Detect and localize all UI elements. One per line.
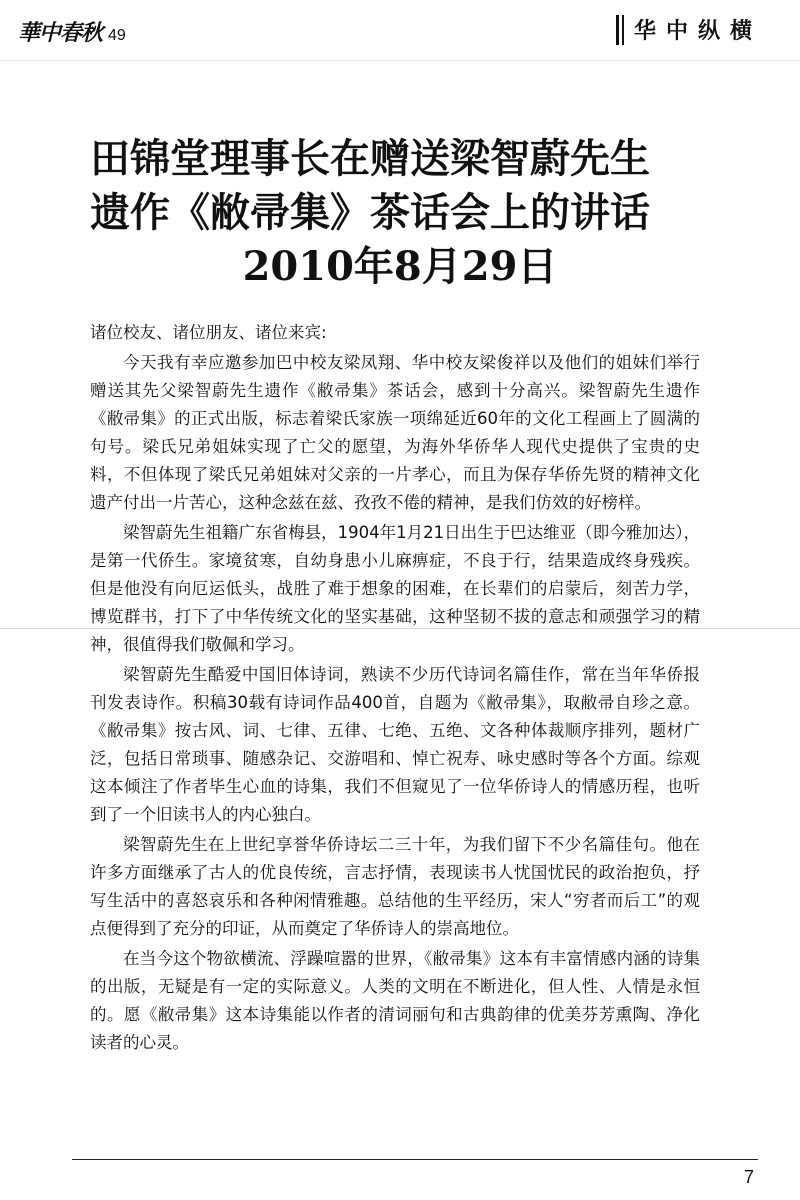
article-title [40, 132, 760, 294]
section-name: 华中纵横 [633, 19, 762, 44]
paragraph-1: 今天我有幸应邀参加巴中校友梁凤翔、华中校友梁俊祥以及他们的姐妹们举行赠送其先父梁智蔚先生遗作《敝帚集》茶话会，感到十分高兴。梁智蔚先生遗作《敝帚集》的正式出版，标志着梁氏家族一项绵延近60年的文化工程画上了圆满的句号。梁氏兄弟姐妹实现了亡父的愿望，为海外华侨华人现代史提供了宝贵的史料，不但体现了梁氏兄弟姐妹对父亲的一片孝心，而且为保存华侨先贤的精神文化遗产付出一片苦心，这种念兹在兹、孜孜不倦的精神，是我们仿效的好榜样。 [90, 353, 700, 512]
running-header-right [616, 14, 762, 45]
journal-name: 華中春秋 [18, 20, 103, 46]
title-line-2: 遗作《敝帚集》茶话会上的讲话 [90, 189, 650, 236]
header-divider [0, 60, 800, 61]
paragraph-2: 梁智蔚先生祖籍广东省梅县，1904年1月21日出生于巴达维亚（即今雅加达），是第一代侨生。家境贫寒，自幼身患小儿麻痹症，不良于行，结果造成终身残疾。但是他没有向厄运低头，战胜了难于想象的困难，在长辈们的启蒙后，刻苦力学，博览群书，打下了中华传统文化的坚实基础，这种坚韧不拔的意志和顽强学习的精神，很值得我们敬佩和学习。 [90, 523, 700, 654]
paragraph-4: 梁智蔚先生在上世纪享誉华侨诗坛二三十年，为我们留下不少名篇佳句。他在许多方面继承了古人的优良传统，言志抒情，表现读书人忧国忧民的政治抱负，抒写生活中的喜怒哀乐和各种闲情雅趣。总结他的生平经历，宋人“穷者而后工”的观点便得到了充分的印证，从而奠定了华侨诗人的崇高地位。 [90, 835, 700, 938]
running-header-left [18, 16, 126, 52]
footer-divider [72, 1159, 758, 1160]
salutation: 诸位校友、诸位朋友、诸位来宾: [90, 323, 327, 342]
title-line-1: 田锦堂理事长在赠送梁智蔚先生 [90, 135, 650, 182]
issue-number: 49 [108, 27, 126, 44]
page-number: 7 [743, 1167, 754, 1187]
section-marker-bars [616, 15, 624, 45]
marker-bar [622, 15, 624, 45]
scan-artifact-line [0, 628, 800, 629]
marker-bar [616, 15, 619, 45]
title-date: 2010年8月29日 [242, 243, 558, 290]
paragraph-5: 在当今这个物欲横流、浮躁喧嚣的世界，《敝帚集》这本有丰富情感内涵的诗集的出版，无疑是有一定的实际意义。人类的文明在不断进化，但人性、人情是永恒的。愿《敝帚集》这本诗集能以作者的清词丽句和古典韵律的优美芬芳熏陶、净化读者的心灵。 [90, 949, 700, 1052]
article-body [90, 319, 700, 1059]
paragraph-3: 梁智蔚先生酷爱中国旧体诗词，熟读不少历代诗词名篇佳作，常在当年华侨报刊发表诗作。积稿30载有诗词作品400首，自题为《敝帚集》，取敝帚自珍之意。《敝帚集》按古风、词、七律、五律、七绝、五绝、文各种体裁顺序排列，题材广泛，包括日常琐事、随感杂记、交游唱和、悼亡祝寿、咏史感时等各个方面。综观这本倾注了作者毕生心血的诗集，我们不但窥见了一位华侨诗人的情感历程，也听到了一个旧读书人的内心独白。 [90, 665, 700, 824]
